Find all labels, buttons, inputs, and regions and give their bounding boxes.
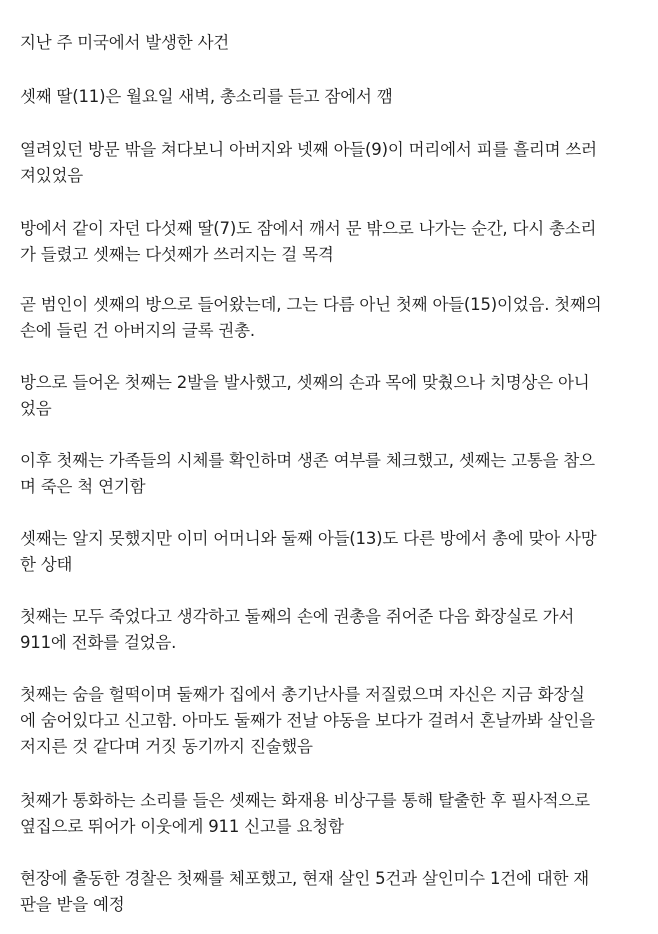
text-line: 방으로 들어온 첫째는 2발을 발사했고, 셋째의 손과 목에 맞췄으나 치명상은 아니: [20, 373, 590, 392]
text-line: 셋째는 알지 못했지만 이미 어머니와 둘째 아들(13)도 다른 방에서 총에 맞아 사망: [20, 529, 597, 548]
text-line: 현장에 출동한 경찰은 첫째를 체포했고, 현재 살인 5건과 살인미수 1건에 대한 재: [20, 869, 590, 888]
text-line: 에 숨어있다고 신고함. 아마도 둘째가 전날 야동을 보다가 걸려서 혼날까봐 살인을: [20, 711, 595, 730]
paragraph-3: [20, 137, 597, 189]
text-line: 가 들렸고 셋째는 다섯째가 쓰러지는 걸 목격: [20, 245, 334, 264]
text-line: 곧 범인이 셋째의 방으로 들어왔는데, 그는 다름 아닌 첫째 아들(15)이었음. 첫째의: [20, 295, 602, 314]
paragraph-12: [20, 866, 589, 918]
text-line: 손에 들린 건 아버지의 글록 권총.: [20, 321, 255, 340]
text-line: 져있었음: [20, 166, 83, 185]
text-line: 저지른 것 같다며 거짓 동기까지 진술했음: [20, 737, 313, 756]
paragraph-11: [20, 788, 590, 840]
text-line: 첫째는 모두 죽었다고 생각하고 둘째의 손에 권총을 쥐어준 다음 화장실로 가서: [20, 607, 575, 626]
text-line: 911에 전화를 걸었음.: [20, 633, 177, 652]
paragraph-10: [20, 682, 595, 760]
text-line: 첫째가 통화하는 소리를 들은 셋째는 화재용 비상구를 통해 탈출한 후 필사적으로: [20, 791, 590, 810]
paragraph-7: [20, 448, 595, 500]
paragraph-9: [20, 604, 574, 656]
paragraph-6: [20, 370, 589, 422]
text-line: 방에서 같이 자던 다섯째 딸(7)도 잠에서 깨서 문 밖으로 나가는 순간, 다시 총소리: [20, 219, 597, 238]
text-line: 판을 받을 예정: [20, 895, 125, 914]
text-line: 었음: [20, 399, 52, 418]
paragraph-5: [20, 292, 602, 344]
text-line: 셋째 딸(11)은 월요일 새벽, 총소리를 듣고 잠에서 깸: [20, 87, 393, 106]
text-line: 옆집으로 뛰어가 이웃에게 911 신고를 요청함: [20, 817, 344, 836]
paragraph-2: [20, 84, 392, 110]
text-line: 지난 주 미국에서 발생한 사건: [20, 33, 230, 52]
text-line: 이후 첫째는 가족들의 시체를 확인하며 생존 여부를 체크했고, 셋째는 고통을 참으: [20, 451, 595, 470]
text-line: 며 죽은 척 연기함: [20, 477, 146, 496]
paragraph-8: [20, 526, 596, 578]
paragraph-1: [20, 30, 229, 56]
text-line: 첫째는 숨을 헐떡이며 둘째가 집에서 총기난사를 저질렀으며 자신은 지금 화장실: [20, 685, 585, 704]
text-line: 열려있던 방문 밖을 쳐다보니 아버지와 넷째 아들(9)이 머리에서 피를 흘리며 쓰러: [20, 140, 597, 159]
text-line: 한 상태: [20, 555, 73, 574]
paragraph-4: [20, 216, 596, 268]
